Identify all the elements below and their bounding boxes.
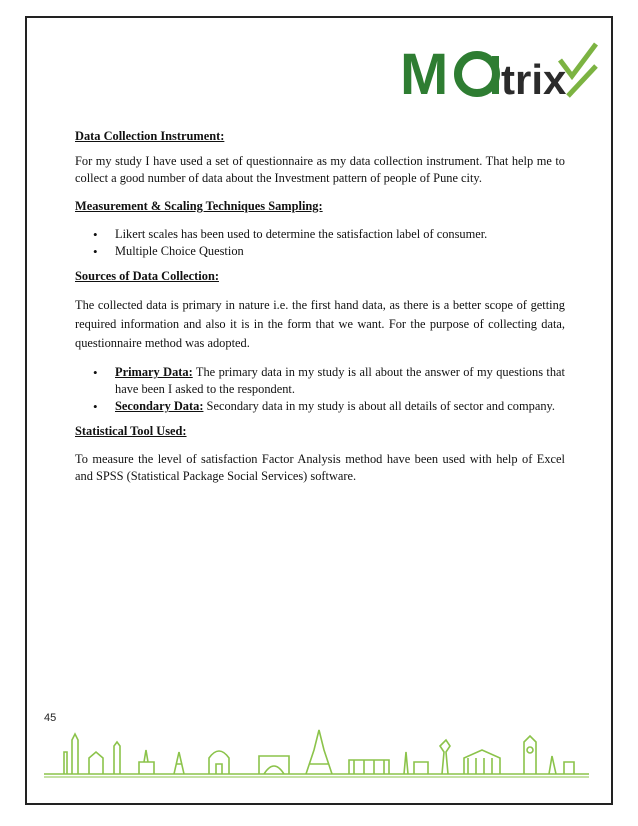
secondary-data-text: Secondary data in my study is about all details of sector and company.	[203, 399, 556, 413]
list-item-primary	[115, 364, 565, 398]
paragraph-sources: The collected data is primary in nature i.e. the first hand data, as there is a better scope of getting required information and also it is in the form that we want. For the purpose of collecting data, questionnaire method was adopted.	[75, 298, 565, 350]
primary-data-label: Primary Data:	[115, 365, 193, 379]
svg-text:trix: trix	[501, 56, 567, 103]
skyline-illustration	[44, 722, 589, 792]
paragraph-instrument: For my study I have used a set of questionnaire as my data collection instrument. That help me to collect a good number of data about the Investment pattern of people of Pune city.	[75, 154, 565, 185]
matrix-logo	[400, 36, 600, 112]
list-item: • Multiple Choice Question	[115, 243, 565, 260]
heading-instrument: Data Collection Instrument:	[75, 129, 225, 143]
list-item: • Likert scales has been used to determine the satisfaction label of consumer.	[115, 226, 565, 243]
paragraph-tool: To measure the level of satisfaction Factor Analysis method have been used with help of Excel and SPSS (Statistical Package Social Services) software.	[75, 452, 565, 483]
measurement-list	[75, 226, 565, 260]
document-body	[75, 128, 565, 485]
list-item-secondary	[115, 398, 565, 415]
secondary-data-label: Secondary Data:	[115, 399, 204, 413]
sources-list	[75, 364, 565, 415]
heading-sources: Sources of Data Collection:	[75, 269, 219, 283]
heading-measurement: Measurement & Scaling Techniques Sampling:	[75, 199, 323, 213]
page-number: 45	[44, 712, 57, 724]
svg-text:M: M	[400, 42, 449, 107]
primary-data-text: The primary data in my study is all about the answer of my questions that have been I asked to the respondent.	[115, 365, 565, 396]
heading-tool: Statistical Tool Used:	[75, 424, 187, 438]
